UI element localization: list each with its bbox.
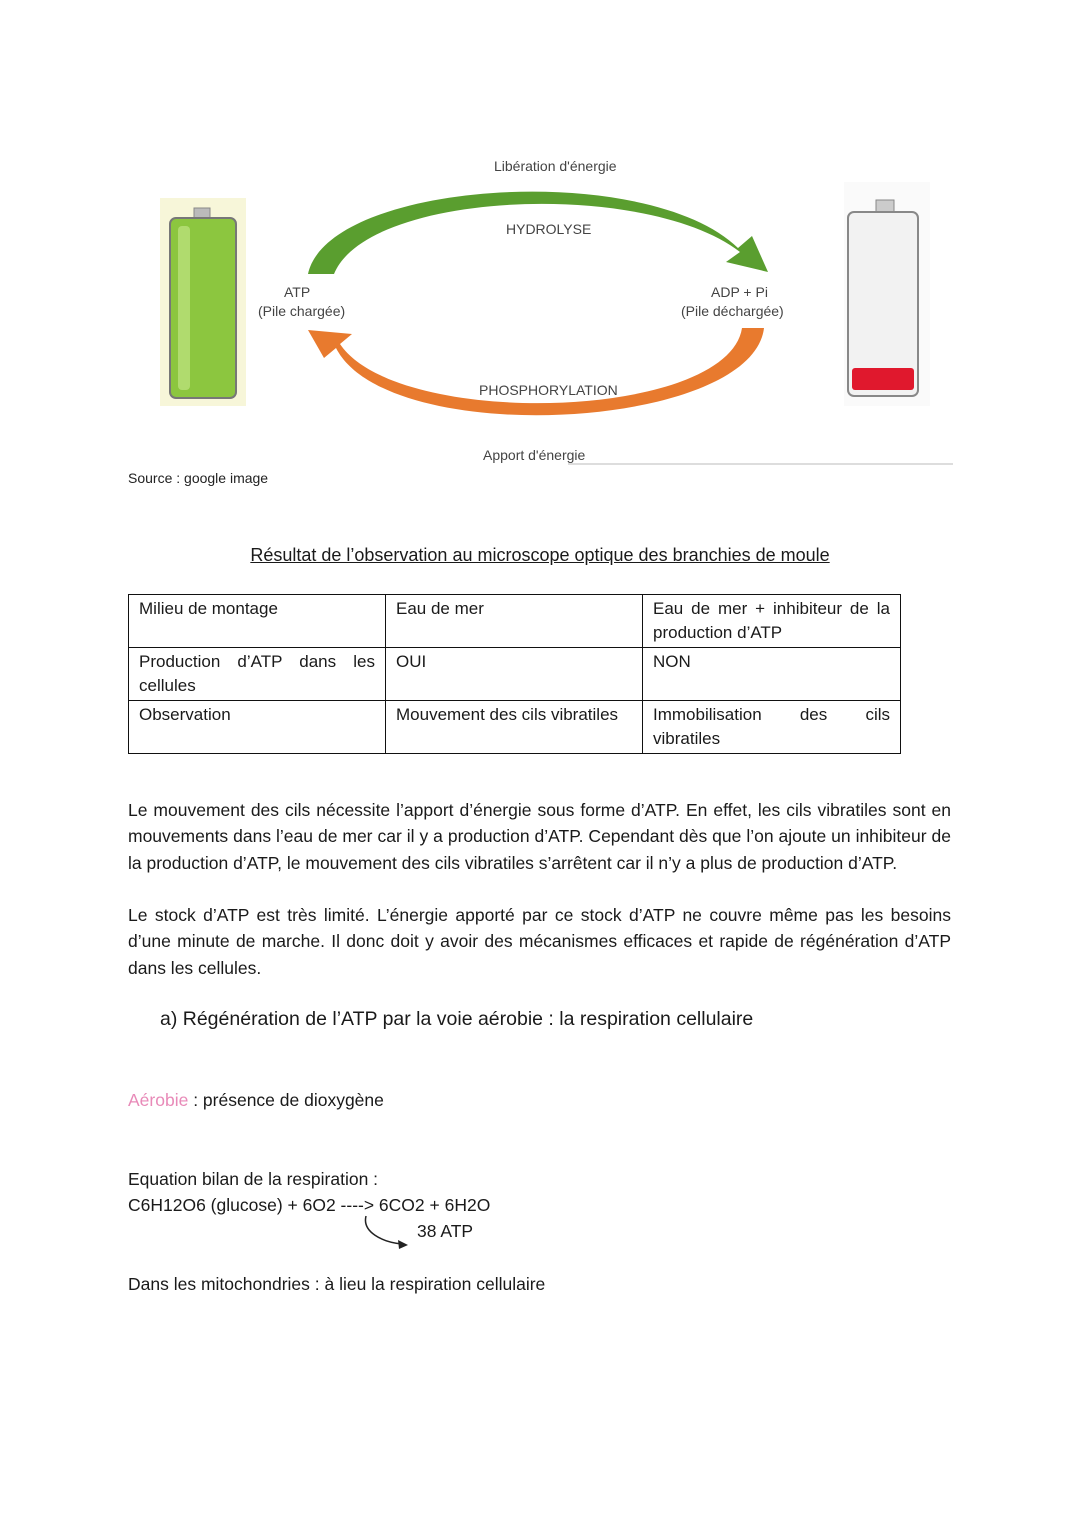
table-cell: Milieu de montage	[129, 595, 386, 648]
atp-cycle-graphic	[128, 150, 958, 470]
definition-term: Aérobie	[128, 1090, 189, 1110]
paragraph-atp-stock: Le stock d’ATP est très limité. L’énergie apporté par ce stock d’ATP ne couvre même pas les besoins d’une minute de marche. Il donc doit y avoir des mécanismes efficaces et rapide de régénération d’ATP dans les cellules.	[128, 905, 951, 978]
discharged-battery-icon	[844, 182, 930, 406]
atp-label: ATP	[284, 284, 311, 300]
table-cell: Production d’ATP dans les cellules	[129, 648, 386, 701]
adp-description: (Pile déchargée)	[681, 303, 784, 319]
equation-title: Equation bilan de la respiration :	[128, 1169, 379, 1189]
charged-battery-icon	[160, 198, 246, 406]
table-cell: Eau de mer + inhibiteur de la production d’ATP	[643, 595, 901, 648]
definition-aerobie	[128, 1090, 384, 1111]
observation-table	[128, 594, 901, 754]
atp-description: (Pile chargée)	[258, 303, 346, 319]
image-source: Source : google image	[128, 470, 269, 486]
phosphorylation-arrow	[308, 328, 764, 415]
equation-line: C6H12O6 (glucose) + 6O2 ----> 6CO2 + 6H2O	[128, 1195, 491, 1215]
diagram-divider	[568, 463, 953, 465]
table-cell: NON	[643, 648, 901, 701]
atp-cycle-diagram	[128, 150, 958, 470]
table-cell: OUI	[386, 648, 643, 701]
table-row	[129, 701, 901, 754]
table-cell: Observation	[129, 701, 386, 754]
equation-yield: 38 ATP	[417, 1221, 474, 1241]
energy-release-label: Libération d'énergie	[494, 158, 617, 174]
table-cell: Mouvement des cils vibratiles	[386, 701, 643, 754]
table-cell: Immobilisation des cils vibratiles	[643, 701, 901, 754]
table-caption-text: Résultat de l’observation au microscope optique des branchies de moule	[250, 545, 830, 565]
section-heading: a) Régénération de l’ATP par la voie aérobie : la respiration cellulaire	[160, 1008, 754, 1030]
definition-text: : présence de dioxygène	[188, 1090, 384, 1110]
closing-line: Dans les mitochondries : à lieu la respiration cellulaire	[128, 1274, 546, 1294]
table-row	[129, 595, 901, 648]
energy-input-label: Apport d'énergie	[483, 447, 586, 463]
phosphorylation-label: PHOSPHORYLATION	[479, 382, 618, 398]
table-row	[129, 648, 901, 701]
adp-label: ADP + Pi	[711, 284, 768, 300]
curved-arrow-icon	[362, 1212, 414, 1252]
table-cell: Eau de mer	[386, 595, 643, 648]
paragraph-cilia: Le mouvement des cils nécessite l’apport d’énergie sous forme d’ATP. En effet, les cils vibratiles sont en mouvements dans l’eau de mer car il y a production d’ATP. Cependant dès que l’on ajoute un inhibiteur de la production d’ATP, le mouvement des cils vibratiles s’arrêtent car il n’y a plus de production d’ATP.	[128, 800, 951, 873]
hydrolysis-label: HYDROLYSE	[506, 221, 592, 237]
table-caption	[0, 545, 1080, 566]
